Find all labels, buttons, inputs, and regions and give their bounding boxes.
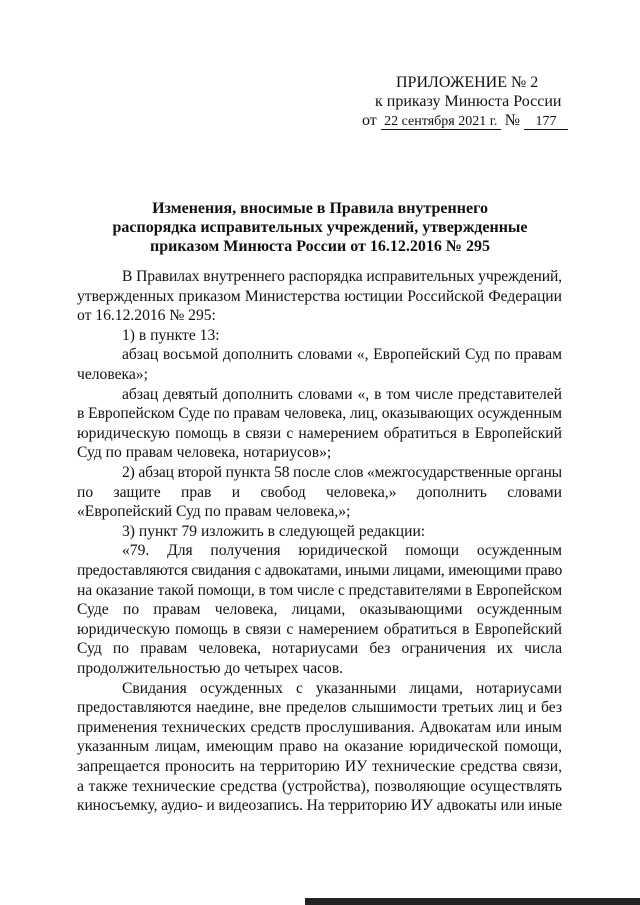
document-title-line-1: Изменения, вносимые в Правила внутреннего — [152, 200, 488, 217]
order-date: 22 сентября 2021 г. — [381, 114, 501, 130]
scan-edge-artifact — [305, 898, 640, 905]
document-title-line-2: распорядка исправительных учреждений, утвержденные — [112, 219, 528, 236]
body-line: абзац девятый дополнить словами «, в том числе представителей — [122, 385, 562, 403]
body-line: Суд по правам человека, нотариусами без ограничения их числа — [77, 640, 562, 658]
order-reference: к приказу Минюста России — [375, 93, 562, 110]
body-line: 3) пункт 79 изложить в следующей редакции: — [122, 522, 426, 540]
body-line: юридическую помощь в связи с намерением обратиться в Европейский — [77, 424, 562, 442]
number-label: № — [504, 112, 521, 129]
body-line: предоставляются наедине, вне пределов слышимости третьих лиц и без — [77, 699, 562, 717]
body-line: «79. Для получения юридической помощи осужденным — [122, 542, 562, 560]
body-line: Суд по правам человека, нотариусов»; — [77, 444, 332, 462]
order-number: 177 — [524, 114, 568, 130]
body-line: юридическую помощь в связи с намерением обратиться в Европейский — [77, 620, 562, 638]
body-line: «Европейский Суд по правам человека,»; — [77, 503, 351, 521]
body-line: предоставляются свидания с адвокатами, иными лицами, имеющими право — [77, 562, 562, 579]
body-line: В Правилах внутреннего распорядка исправительных учреждений, — [122, 268, 562, 285]
appendix-heading: ПРИЛОЖЕНИЕ № 2 — [396, 74, 539, 91]
body-line: а также технические средства (устройства), позволяющие осуществлять — [77, 777, 562, 795]
body-line: киносъемку, аудио- и видеозапись. На территорию ИУ адвокаты или иные — [77, 797, 562, 815]
body-line: применения технических средств прослушивания. Адвокатам или иным — [77, 718, 562, 736]
body-line: по защите прав и свобод человека,» дополнить словами — [77, 483, 562, 501]
body-line: на оказание такой помощи, в том числе с представителями в Европейском — [77, 581, 562, 599]
body-line: 1) в пункте 13: — [122, 326, 220, 344]
body-line: 2) абзац второй пункта 58 после слов «межгосударственные органы — [122, 464, 562, 481]
body-line: Свидания осужденных с указанными лицами, нотариусами — [122, 679, 562, 697]
body-line: абзац восьмой дополнить словами «, Европейский Суд по правам — [122, 346, 562, 364]
body-line: человека»; — [77, 366, 148, 383]
document-title-line-3: приказом Минюста России от 16.12.2016 № 295 — [150, 238, 490, 255]
body-line: от 16.12.2016 № 295: — [77, 307, 216, 325]
from-label: от — [362, 112, 377, 129]
order-date-line — [362, 112, 568, 130]
body-line: продолжительностью до четырех часов. — [77, 660, 344, 677]
body-line: указанным лицам, имеющим право на оказание юридической помощи, — [77, 738, 562, 756]
body-line: утвержденных приказом Министерства юстиции Российской Федерации — [77, 287, 562, 305]
body-line: запрещается проносить на территорию ИУ технические средства связи, — [77, 758, 562, 775]
body-line: в Европейском Суде по правам человека, лиц, оказывающих осужденным — [77, 405, 562, 423]
body-line: Суде по правам человека, лицами, оказывающими осужденным — [77, 601, 562, 619]
